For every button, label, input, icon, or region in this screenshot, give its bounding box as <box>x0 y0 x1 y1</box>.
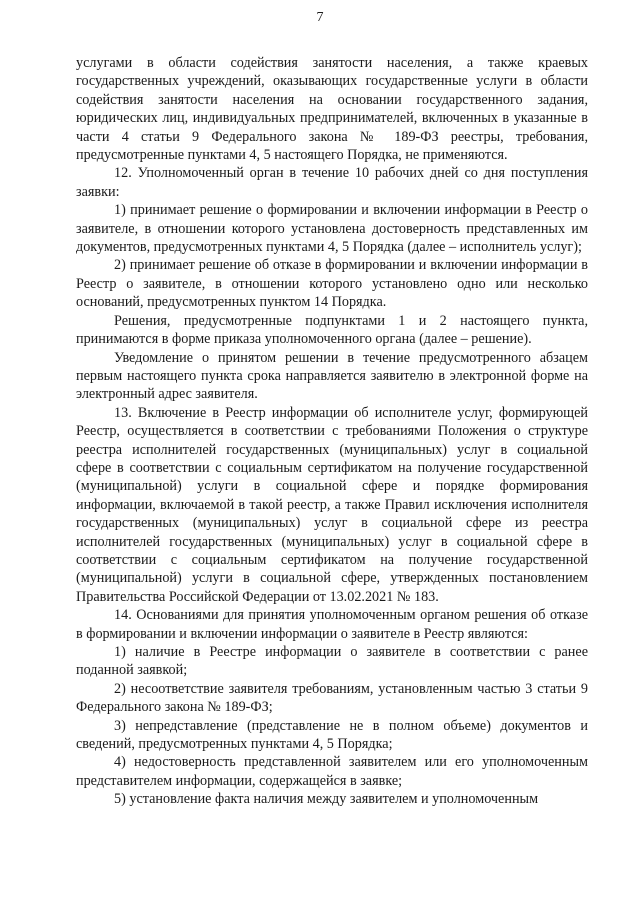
paragraph-13: 13. Включение в Реестр информации об исполнителе услуг, формирующей Реестр, осуществляется в соответствии с требованиями Положения о структуре реестра исполнителей государственных (муниципальных) услуг в социальной сфере в соответствии с социальным сертификатом на получение государственной (муниципальной) услуги в социальной сфере и порядке формирования информации, включаемой в такой реестр, а также Правил исключения исполнителя государственных (муниципальных) услуг в социальной сфере из реестра исполнителей государственных (муниципальных) услуг в социальной сфере в соответствии с социальным сертификатом на получение государственной (муниципальной) услуги в социальной сфере, утвержденных постановлением Правительства Российской Федерации от 13.02.2021 № 183. <box>76 404 588 605</box>
page-number: 7 <box>316 10 324 25</box>
paragraph-12: 12. Уполномоченный орган в течение 10 рабочих дней со дня поступления заявки: <box>76 165 588 200</box>
paragraph-continuation: услугами в области содействия занятости населения, а также краевых государственных учреждений, оказывающих государственные услуги в области содействия занятости населения на основании государственного задания, юридических лиц, индивидуальных предпринимателей, включенных в указанные в части 4 статьи 9 Федерального закона № 189-ФЗ реестры, требования, предусмотренные пунктами 4, 5 настоящего Порядка, не применяются. <box>76 55 588 164</box>
paragraph-14-item-1: 1) наличие в Реестре информации о заявителе в соответствии с ранее поданной заявкой; <box>76 644 588 679</box>
paragraph-12-item-2: 2) принимает решение об отказе в формировании и включении информации в Реестр о заявителе, в отношении которого установлено одно или несколько оснований, предусмотренных пунктом 14 Порядка. <box>76 257 588 311</box>
paragraph-14-item-3: 3) непредставление (представление не в полном объеме) документов и сведений, предусмотренных пунктами 4, 5 Порядка; <box>76 717 588 753</box>
paragraph-12-decisions: Решения, предусмотренные подпунктами 1 и 2 настоящего пункта, принимаются в форме приказа уполномоченного органа (далее – решение). <box>76 312 588 348</box>
paragraph-14-item-5: 5) установление факта наличия между заявителем и уполномоченным <box>114 791 539 808</box>
paragraph-14: 14. Основаниями для принятия уполномоченным органом решения об отказе в формировании и включении информации о заявителе в Реестр являются: <box>76 607 588 642</box>
paragraph-12-notification: Уведомление о принятом решении в течение предусмотренного абзацем первым настоящего пункта срока направляется заявителю в электронной форме на электронный адрес заявителя. <box>76 349 588 403</box>
paragraph-14-item-4: 4) недостоверность представленной заявителем или его уполномоченным представителем информации, содержащейся в заявке; <box>76 754 588 789</box>
paragraph-12-item-1: 1) принимает решение о формировании и включении информации в Реестр о заявителе, в отношении которого установлена достоверность представленных им документов, предусмотренных пунктами 4, 5 Порядка (далее – исполнитель услуг); <box>76 202 588 256</box>
paragraph-14-item-2: 2) несоответствие заявителя требованиям, установленным частью 3 статьи 9 Федерального закона № 189-ФЗ; <box>76 680 588 716</box>
document-body <box>76 54 588 809</box>
